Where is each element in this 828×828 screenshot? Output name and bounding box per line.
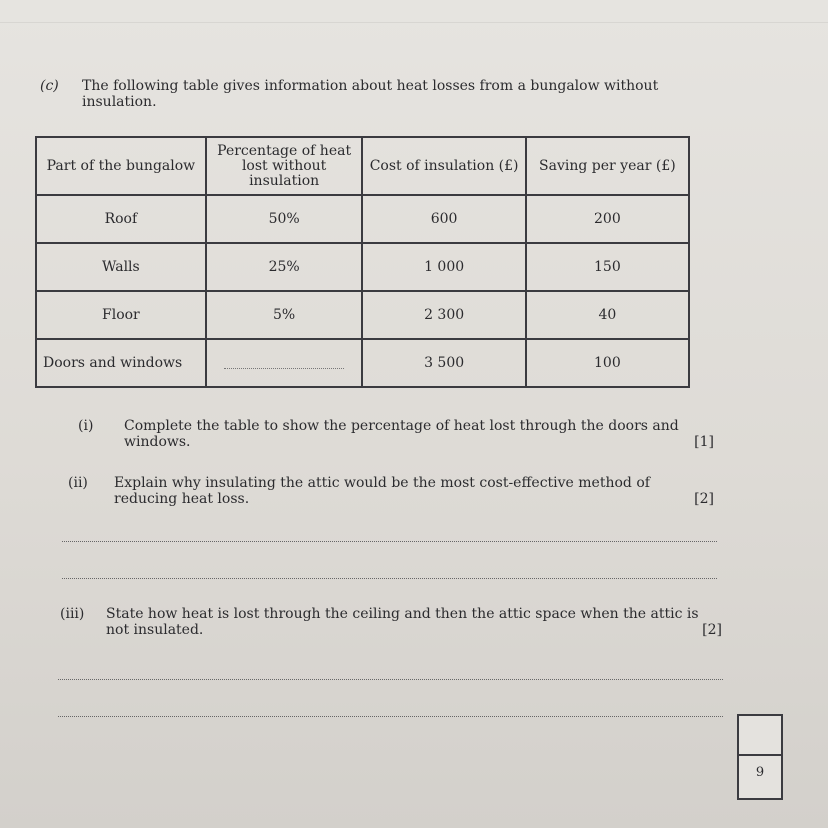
cell-cost: 2 300 xyxy=(362,291,525,339)
cell-percentage: 25% xyxy=(206,243,363,291)
question-marks: [1] xyxy=(694,434,714,450)
cell-cost: 600 xyxy=(362,195,525,243)
cell-part: Roof xyxy=(36,195,206,243)
question-marks: [2] xyxy=(702,622,722,638)
cell-cost: 3 500 xyxy=(362,339,525,387)
cell-cost: 1 000 xyxy=(362,243,525,291)
cell-percentage: 5% xyxy=(206,291,363,339)
answer-line[interactable] xyxy=(62,541,717,542)
answer-blank-cell[interactable] xyxy=(206,339,363,387)
table-header-row xyxy=(36,137,689,195)
cell-saving: 150 xyxy=(526,243,689,291)
question-text: Explain why insulating the attic would be the most cost-effective method of reducing heat loss. xyxy=(114,475,650,507)
heat-loss-table xyxy=(35,136,690,388)
answer-line[interactable] xyxy=(62,578,717,579)
page-number: 9 xyxy=(755,765,765,780)
question-marks: [2] xyxy=(694,491,714,507)
question-ii xyxy=(68,475,714,507)
paper-fold xyxy=(0,22,828,23)
cell-part: Floor xyxy=(36,291,206,339)
cell-saving: 100 xyxy=(526,339,689,387)
intro-text: The following table gives information about heat losses from a bungalow without insulation. xyxy=(82,78,659,110)
table-row xyxy=(36,339,689,387)
header-percentage: Percentage of heat lost without insulation xyxy=(206,137,363,195)
question-number: (i) xyxy=(78,418,94,434)
header-cost: Cost of insulation (£) xyxy=(362,137,525,195)
header-saving: Saving per year (£) xyxy=(526,137,689,195)
question-text: Complete the table to show the percentage of heat lost through the doors and windows. xyxy=(124,418,679,450)
cell-percentage: 50% xyxy=(206,195,363,243)
question-number: (ii) xyxy=(68,475,88,491)
cell-part: Doors and windows xyxy=(36,339,206,387)
question-intro xyxy=(40,78,710,110)
examiner-mark-box xyxy=(737,714,783,758)
question-iii xyxy=(60,606,722,638)
question-number: (iii) xyxy=(60,606,85,622)
table-row xyxy=(36,291,689,339)
header-part: Part of the bungalow xyxy=(36,137,206,195)
table-row xyxy=(36,195,689,243)
answer-line[interactable] xyxy=(58,716,723,717)
table-row xyxy=(36,243,689,291)
cell-percentage[interactable] xyxy=(224,354,344,369)
question-part-label: (c) xyxy=(40,78,59,94)
cell-saving: 200 xyxy=(526,195,689,243)
question-i xyxy=(78,418,714,450)
answer-line[interactable] xyxy=(58,679,723,680)
question-text: State how heat is lost through the ceiling and then the attic space when the attic is not insulated. xyxy=(106,606,699,638)
cell-part: Walls xyxy=(36,243,206,291)
cell-saving: 40 xyxy=(526,291,689,339)
